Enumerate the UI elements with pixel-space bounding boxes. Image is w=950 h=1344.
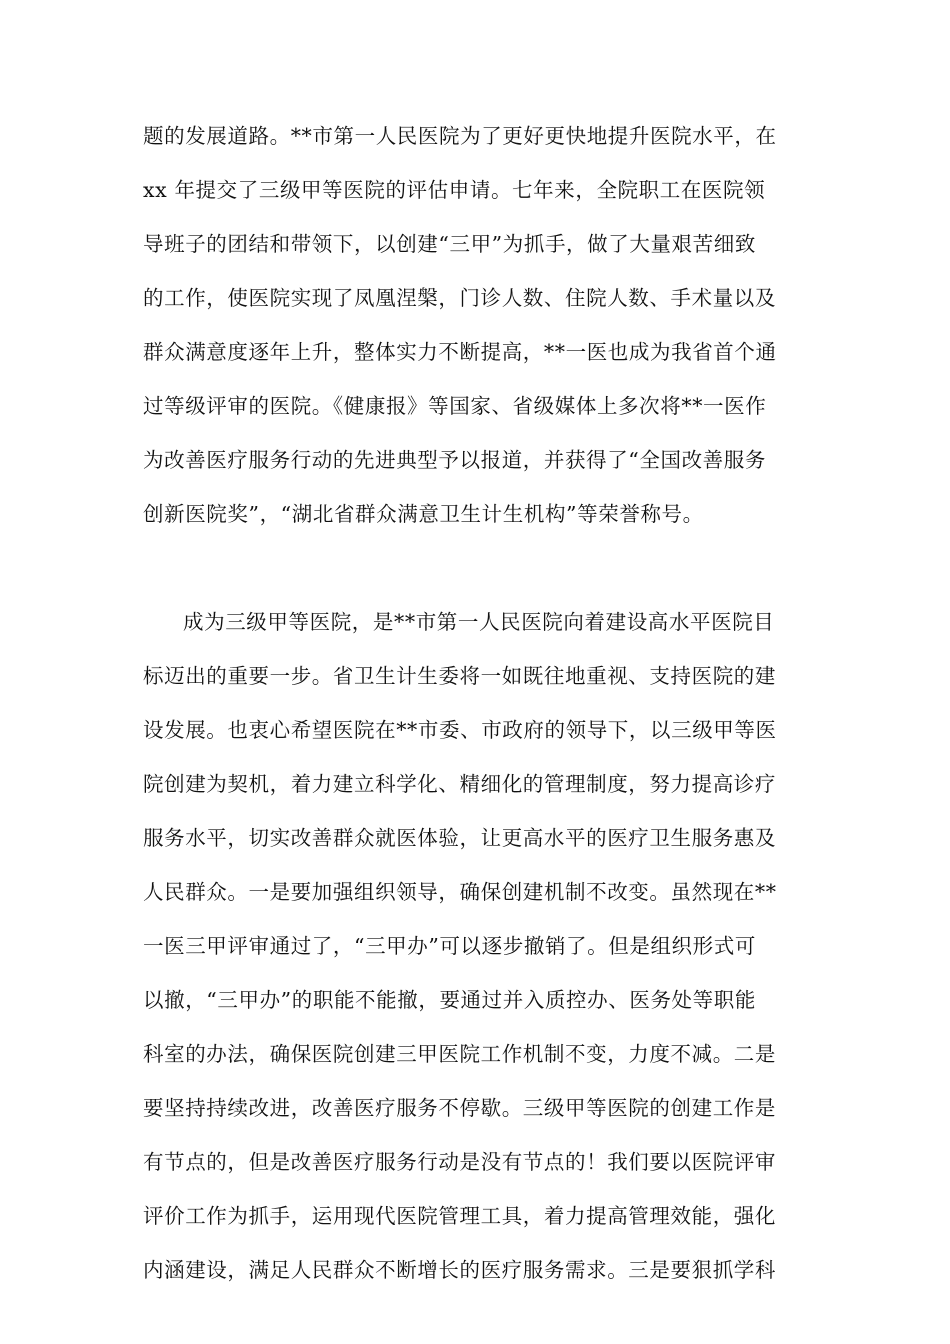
text-line: 以撤，“三甲办”的职能不能撤，要通过并入质控办、医务处等职能: [143, 988, 756, 1012]
text-line: 人民群众。一是要加强组织领导，确保创建机制不改变。虽然现在**: [143, 880, 777, 904]
text-line: 群众满意度逐年上升，整体实力不断提高，**一医也成为我省首个通: [143, 340, 777, 364]
text-line: 服务水平，切实改善群众就医体验，让更高水平的医疗卫生服务惠及: [143, 826, 776, 850]
text-line: 成为三级甲等医院，是**市第一人民医院向着建设高水平医院目: [183, 610, 775, 634]
text-line: 题的发展道路。**市第一人民医院为了更好更快地提升医院水平，在: [143, 124, 777, 148]
text-line: 要坚持持续改进，改善医疗服务不停歇。三级甲等医院的创建工作是: [143, 1096, 776, 1120]
text-line: 院创建为契机，着力建立科学化、精细化的管理制度，努力提高诊疗: [143, 772, 776, 796]
text-line: 创新医院奖”，“湖北省群众满意卫生计生机构”等荣誉称号。: [143, 502, 704, 526]
text-line: 的工作，使医院实现了凤凰涅槃，门诊人数、住院人数、手术量以及: [143, 286, 776, 310]
text-line: 过等级评审的医院。《健康报》等国家、省级媒体上多次将**一医作: [143, 394, 767, 418]
text-line: 一医三甲评审通过了，“三甲办”可以逐步撤销了。但是组织形式可: [143, 934, 756, 958]
text-line: xx 年提交了三级甲等医院的评估申请。七年来，全院职工在医院领: [143, 178, 766, 202]
text-line: 标迈出的重要一步。省卫生计生委将一如既往地重视、支持医院的建: [143, 664, 776, 688]
text-line: 为改善医疗服务行动的先进典型予以报道，并获得了“全国改善服务: [143, 448, 766, 472]
text-line: 评价工作为抓手，运用现代医院管理工具，着力提高管理效能，强化: [143, 1204, 776, 1228]
text-line: 科室的办法，确保医院创建三甲医院工作机制不变，力度不减。二是: [143, 1042, 776, 1066]
text-line: 内涵建设，满足人民群众不断增长的医疗服务需求。三是要狠抓学科: [143, 1258, 776, 1282]
text-line: 设发展。也衷心希望医院在**市委、市政府的领导下，以三级甲等医: [143, 718, 777, 742]
text-line: 有节点的，但是改善医疗服务行动是没有节点的！我们要以医院评审: [143, 1150, 776, 1174]
text-line: 导班子的团结和带领下，以创建“三甲”为抓手，做了大量艰苦细致: [143, 232, 756, 256]
